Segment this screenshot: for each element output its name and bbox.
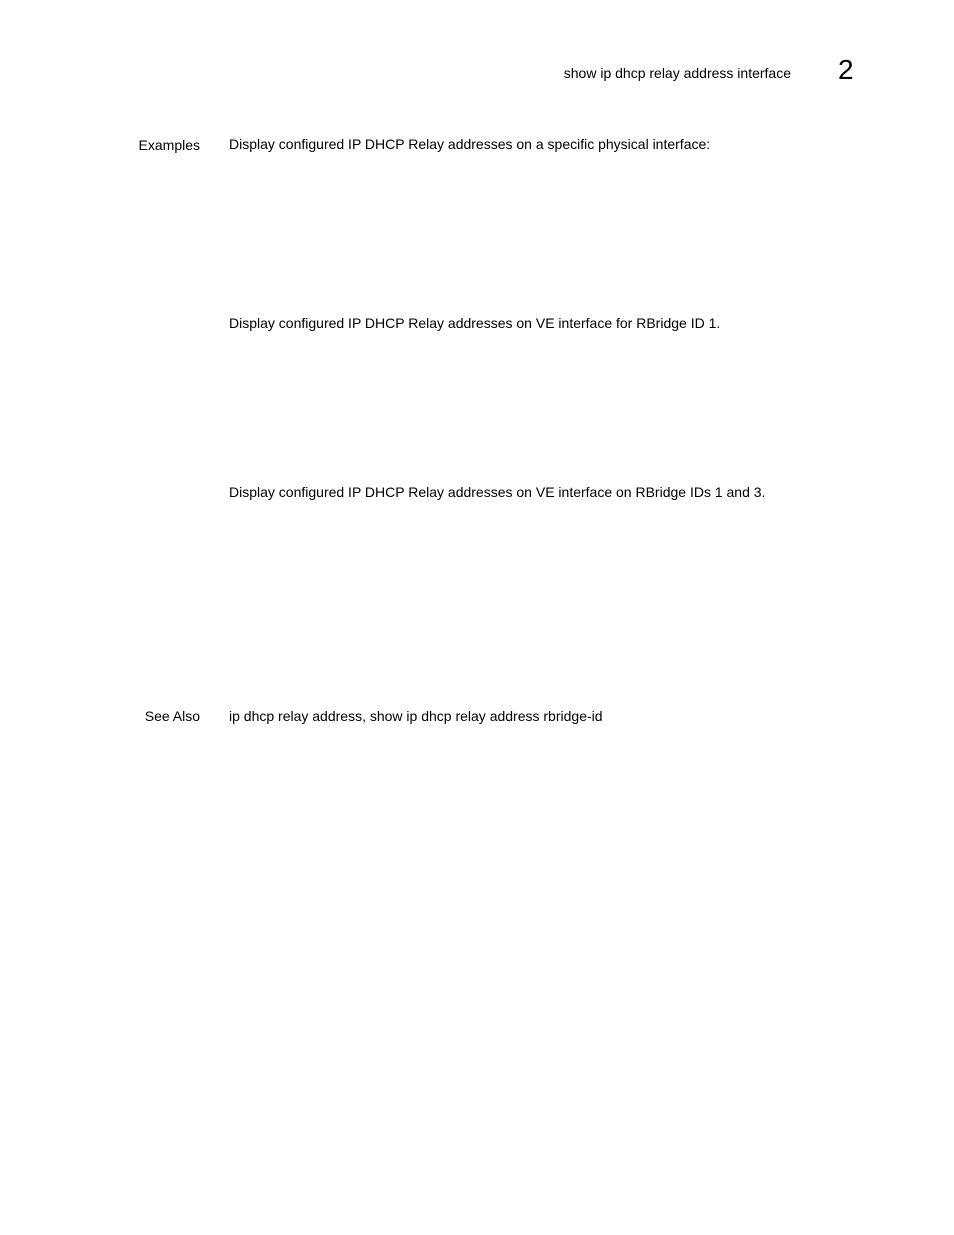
see-also-link-show-ip-dhcp-relay-address-rbridge-id[interactable]: show ip dhcp relay address rbridge-id [369, 708, 603, 724]
chapter-number: 2 [838, 54, 854, 85]
see-also-label: See Also [144, 708, 200, 724]
see-also-separator: , [362, 708, 370, 724]
running-header-title: show ip dhcp relay address interface [563, 65, 791, 81]
example-description-1: Display configured IP DHCP Relay addresses on a specific physical interface: [229, 136, 711, 152]
example-description-2: Display configured IP DHCP Relay addresses on VE interface for RBridge ID 1. [229, 315, 721, 331]
examples-label: Examples [138, 137, 200, 153]
see-also-link-ip-dhcp-relay-address[interactable]: ip dhcp relay address [229, 708, 363, 724]
see-also-links [229, 708, 603, 724]
example-description-3: Display configured IP DHCP Relay addresses on VE interface on RBridge IDs 1 and 3. [229, 484, 766, 500]
